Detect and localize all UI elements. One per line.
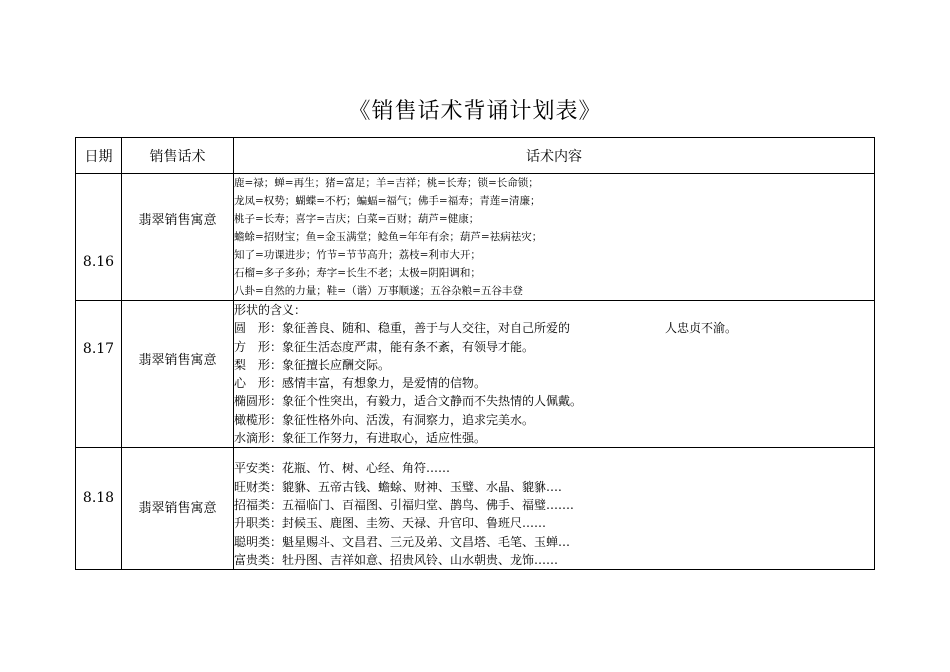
row-content bbox=[234, 448, 875, 570]
content-line: 八卦=自然的力量；鞋=（谐）万事顺遂；五谷杂粮=五谷丰登 bbox=[234, 285, 523, 297]
content-line: 龙凤=权势；蝴蝶=不朽；蝙蝠=福气；佛手=福寿；青莲=清廉； bbox=[234, 195, 541, 207]
table-row bbox=[76, 174, 875, 301]
content-line: 鹿=禄；蝉=再生；猪=富足；羊=吉祥；桃=长寿；锁=长命锁； bbox=[234, 177, 539, 189]
table-header-row bbox=[76, 138, 875, 174]
content-line: 水滴形：象征工作努力，有进取心，适应性强。 bbox=[234, 431, 487, 446]
content-line: 招福类：五福临门、百福图、引福归堂、鹊鸟、佛手、福璧……. bbox=[234, 497, 574, 512]
content-line: 石榴=多子多孙；寿字=长生不老；太极=阴阳调和； bbox=[234, 267, 481, 279]
row-date: 8.17 bbox=[76, 301, 122, 448]
content-line: 橄榄形：象征性格外向、活泼，有洞察力，追求完美水。 bbox=[234, 412, 535, 427]
row-topic: 翡翠销售寓意 bbox=[122, 174, 234, 301]
content-line-tail: 人忠贞不渝。 bbox=[665, 321, 738, 336]
content-line: 心 形：感情丰富，有想象力，是爱情的信物。 bbox=[234, 376, 487, 391]
content-line: 梨 形：象征擅长应酬交际。 bbox=[234, 357, 391, 372]
table-row bbox=[76, 448, 875, 570]
content-line: 形状的含义： bbox=[234, 303, 307, 317]
content-line: 升职类：封候玉、鹿图、圭笏、天禄、升官印、鲁班尺…… bbox=[234, 516, 547, 531]
content-line: 聪明类：魁星赐斗、文昌君、三元及弟、文昌塔、毛笔、玉蝉… bbox=[234, 534, 571, 549]
content-line: 富贵类：牡丹图、吉祥如意、招贵风铃、山水朝贵、龙饰…… bbox=[234, 552, 559, 567]
header-content: 话术内容 bbox=[234, 138, 875, 174]
content-line: 方 形：象征生活态度严肃，能有条不紊，有领导才能。 bbox=[234, 339, 535, 354]
row-topic: 翡翠销售寓意 bbox=[122, 301, 234, 448]
header-topic: 销售话术 bbox=[122, 138, 234, 174]
content-line bbox=[234, 319, 874, 337]
table-row bbox=[76, 301, 875, 448]
row-topic: 翡翠销售寓意 bbox=[122, 448, 234, 570]
row-date: 8.16 bbox=[76, 174, 122, 301]
content-line-start: 圆 形：象征善良、随和、稳重，善于与人交往，对自己所爱的 bbox=[234, 321, 571, 336]
plan-table bbox=[75, 137, 875, 570]
row-content bbox=[234, 174, 875, 301]
content-line: 椭圆形：象征个性突出，有毅力，适合文静而不失热情的人佩戴。 bbox=[234, 394, 583, 409]
row-date: 8.18 bbox=[76, 448, 122, 570]
content-line: 桃子=长寿；喜字=吉庆；白菜=百财；葫芦=健康； bbox=[234, 213, 480, 225]
header-date: 日期 bbox=[76, 138, 122, 174]
content-line: 知了=功课进步；竹节=节节高升；荔枝=利市大开； bbox=[234, 249, 481, 261]
document-title: 《销售话术背诵计划表》 bbox=[348, 99, 602, 124]
content-line: 平安类：花瓶、竹、树、心经、角符…… bbox=[234, 461, 451, 476]
content-line: 旺财类：貔貅、五帝古钱、蟾蜍、财神、玉璧、水晶、貔貅…. bbox=[234, 479, 562, 494]
row-content bbox=[234, 301, 875, 448]
content-line: 蟾蜍=招财宝；鱼=金玉满堂；鲶鱼=年年有余；葫芦=祛病祛灾； bbox=[234, 231, 543, 243]
